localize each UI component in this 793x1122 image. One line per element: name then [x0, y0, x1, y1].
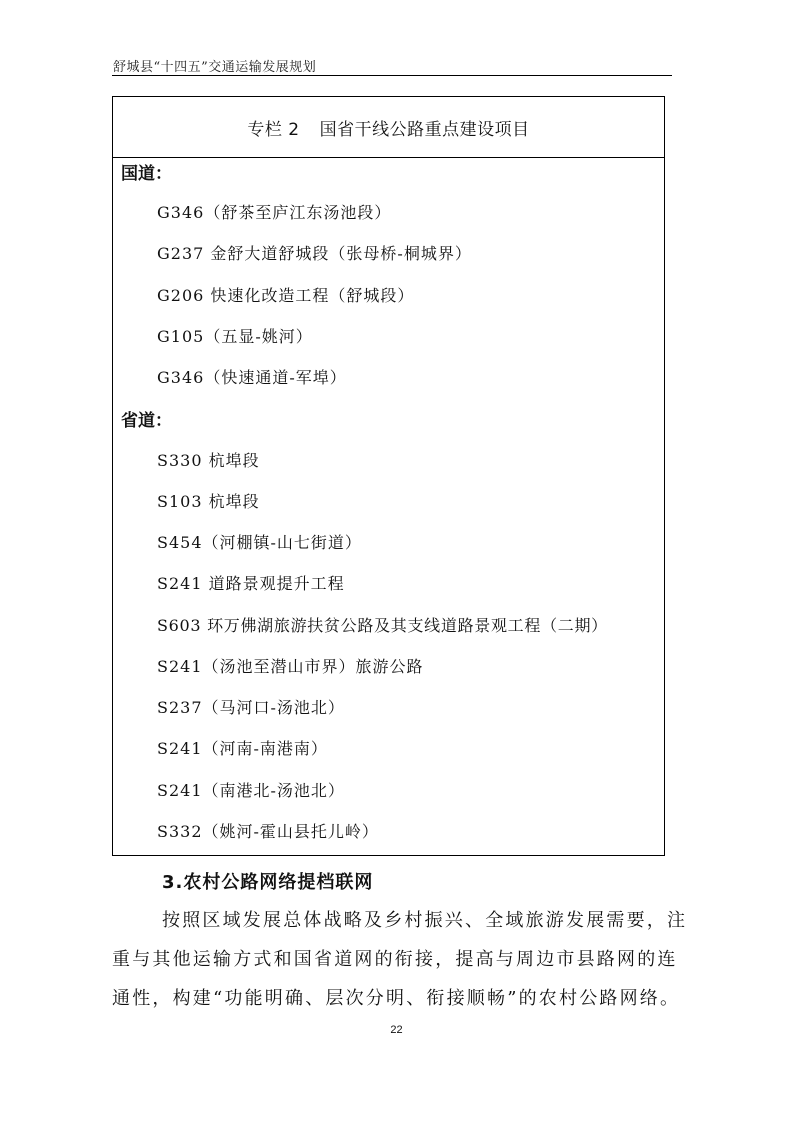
list-item: S241 道路景观提升工程 [157, 574, 345, 593]
box-label: 专栏 2 [247, 119, 300, 140]
feature-box [112, 96, 665, 856]
list-item: G346（快速通道-军埠） [157, 368, 347, 387]
list-item: G206 快速化改造工程（舒城段） [157, 286, 415, 305]
paragraph-line: 通性，构建“功能明确、层次分明、衔接顺畅”的农村公路网络。 [112, 988, 681, 1009]
box-title: 国省干线公路重点建设项目 [319, 119, 530, 140]
list-item: S103 杭埠段 [157, 492, 260, 511]
list-item: S241（河南-南港南） [157, 739, 328, 758]
list-item: S603 环万佛湖旅游扶贫公路及其支线道路景观工程（二期） [157, 616, 608, 635]
paragraph-line: 按照区域发展总体战略及乡村振兴、全域旅游发展需要，注 [162, 910, 688, 931]
list-item: G346（舒茶至庐江东汤池段） [157, 203, 392, 222]
list-item: G105（五显-姚河） [157, 327, 313, 346]
header-rule [112, 75, 672, 76]
list-item: S454（河棚镇-山七街道） [157, 533, 362, 552]
paragraph-line: 重与其他运输方式和国省道网的衔接，提高与周边市县路网的连 [112, 949, 678, 970]
provincial-road-heading: 省道： [121, 411, 172, 431]
box-title-row [113, 97, 664, 158]
list-item: S332（姚河-霍山县托儿岭） [157, 822, 379, 841]
page-number: 22 [390, 1024, 403, 1036]
list-item: S241（汤池至潜山市界）旅游公路 [157, 657, 424, 676]
running-header: 舒城县“十四五”交通运输发展规划 [113, 60, 317, 75]
list-item: S241（南港北-汤池北） [157, 781, 345, 800]
list-item: S237（马河口-汤池北） [157, 698, 345, 717]
national-road-heading: 国道： [121, 164, 172, 184]
list-item: G237 金舒大道舒城段（张母桥-桐城界） [157, 244, 472, 263]
section-heading: 3.农村公路网络提档联网 [162, 872, 374, 893]
list-item: S330 杭埠段 [157, 451, 260, 470]
